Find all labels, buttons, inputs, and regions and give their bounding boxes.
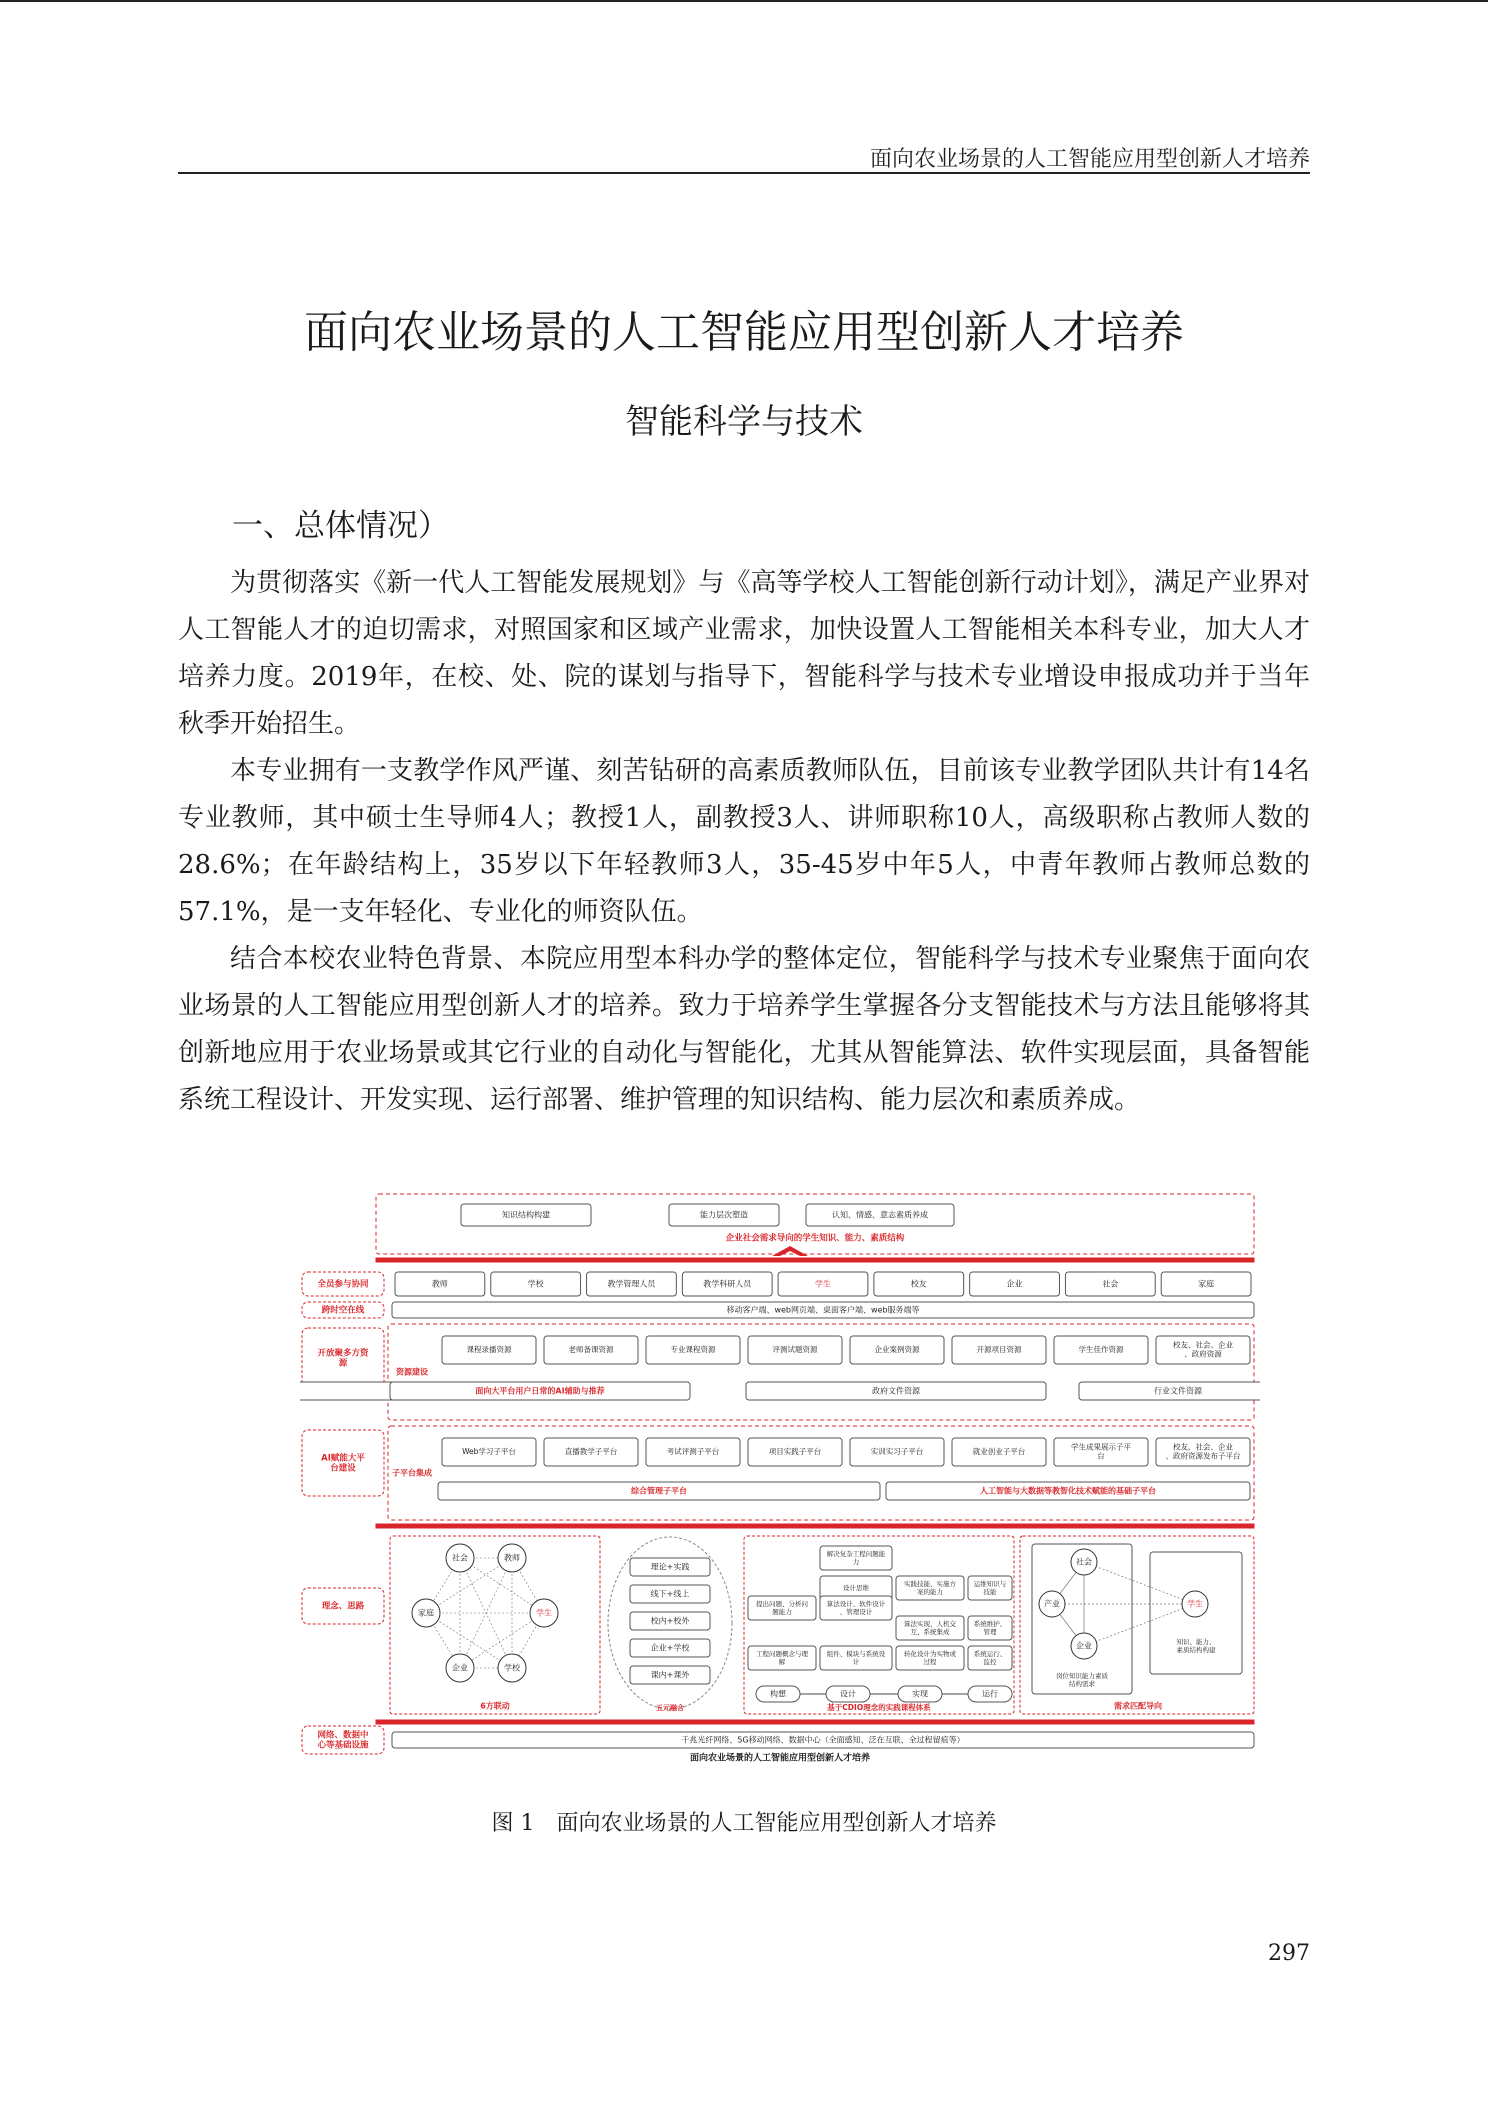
cdio-cell-label: 题能力 — [772, 1607, 792, 1616]
demand-node-label: 产业 — [1044, 1599, 1060, 1609]
participant-label: 企业 — [1006, 1279, 1023, 1289]
cdio-cell-label: 解 — [778, 1657, 786, 1666]
row4-label: 台建设 — [330, 1463, 356, 1474]
cdio-cell-label: 监控 — [983, 1657, 997, 1666]
infra-text: 千兆光纤网络、5G移动网络、数据中心（全面感知、泛在互联、全过程留痕等） — [681, 1735, 965, 1745]
six-party-node-label: 学生 — [536, 1608, 552, 1618]
resource-sublabel: 资源建设 — [396, 1367, 428, 1377]
resource-bottom-label: 面向大平台用户日常的AI辅助与推荐 — [475, 1386, 605, 1396]
platform-label: 台 — [1097, 1451, 1105, 1461]
red-divider — [376, 1720, 1254, 1724]
top-box-label: 知识结构构建 — [502, 1210, 550, 1220]
paragraph-1: 为贯彻落实《新一代人工智能发展规划》与《高等学校人工智能创新行动计划》，满足产业界对人工智能人才的迫切需求，对照国家和区域产业需求，加快设置人工智能相关本科专业，加大人才培养力度。2019年，在校、处、院的谋划与指导下，智能科学与技术专业增设申报成功并于当年秋季开始招生。 — [178, 568, 1310, 739]
cdio-cell-label: 力 — [852, 1557, 860, 1566]
cdio-step-label: 运行 — [982, 1689, 998, 1699]
resource-bottom-label: 政府文件资源 — [872, 1386, 920, 1396]
cdio-cell-label: 、管理设计 — [839, 1607, 873, 1616]
six-party-node-label: 学校 — [504, 1663, 520, 1673]
resource-label: 专业课程资源 — [670, 1345, 716, 1354]
cdio-cell-label: 管理 — [983, 1627, 997, 1636]
section-heading: 一、总体情况） — [232, 508, 449, 544]
paragraph-2: 本专业拥有一支教学作风严谨、刻苦钻研的高素质教师队伍，目前该专业教学团队共计有14名专业教师，其中硕士生导师4人；教授1人，副教授3人、讲师职称10人，高级职称占教师人数的28.6%；在年龄结构上，35岁以下年轻教师3人，35-45岁中年5人，中青年教师占教师总数的57.1%，是一支年轻化、专业化的师资队伍。 — [178, 756, 1310, 927]
cdio-cell-label: 案的能力 — [917, 1587, 943, 1596]
cdio-caption: 基于CDIO理念的实践课程体系 — [827, 1703, 931, 1712]
row4-label: AI赋能大平 — [321, 1453, 365, 1464]
cdio-step-label: 实现 — [912, 1689, 928, 1699]
demand-node-label: 企业 — [1076, 1641, 1092, 1651]
resource-bottom-label: 行业文件资源 — [1154, 1386, 1202, 1396]
cdio-cell-label: 工程问题概念与理 — [756, 1650, 808, 1659]
five-fusion-caption: 五元融合 — [656, 1704, 684, 1712]
five-fusion-label: 线下+线上 — [650, 1589, 690, 1599]
framework-figure — [300, 1186, 1260, 1764]
cdio-step-label: 构想 — [770, 1689, 786, 1699]
row3-label: 开放聚多方资 — [317, 1348, 369, 1359]
row1-label: 全员参与协同 — [317, 1279, 369, 1290]
participant-label: 校友 — [910, 1279, 927, 1289]
top-banner-text: 企业社会需求导向的学生知识、能力、素质结构 — [725, 1233, 905, 1244]
page-number: 297 — [1268, 1941, 1310, 1966]
five-fusion-label: 校内+校外 — [650, 1616, 690, 1626]
figure-bottom-title: 面向农业场景的人工智能应用型创新人才培养 — [689, 1753, 871, 1764]
page-title: 面向农业场景的人工智能应用型创新人才培养 — [304, 307, 1184, 358]
platform-label: 项目实践子平台 — [768, 1447, 822, 1456]
cdio-cell-label: 解决复杂工程问题能 — [826, 1550, 886, 1559]
platform-label: 校友、社会、企业 — [1173, 1442, 1233, 1452]
five-fusion-label: 企业+学校 — [650, 1643, 690, 1653]
header-rule — [178, 172, 1310, 174]
resource-label: 、政府资源 — [1184, 1349, 1222, 1359]
cdio-step-label: 设计 — [840, 1689, 856, 1699]
platform-label: 直播教学子平台 — [564, 1447, 618, 1456]
page-subtitle: 智能科学与技术 — [625, 402, 863, 442]
resource-label: 评测试题资源 — [772, 1345, 818, 1354]
resource-label: 企业案例资源 — [874, 1345, 920, 1354]
platform-label: 实训实习子平台 — [870, 1447, 924, 1456]
platform-label: 、政府资源发布子平台 — [1165, 1451, 1241, 1461]
row2-label: 跨时空在线 — [321, 1305, 365, 1316]
resource-label: 课程录播资源 — [466, 1345, 512, 1354]
top-box-label: 认知、情感、意志素质养成 — [832, 1210, 928, 1220]
cdio-cell-label: 算法设计、软件设计 — [826, 1600, 886, 1609]
six-party-node-label: 教师 — [504, 1553, 520, 1563]
demand-left-label: 岗位知识能力素质 — [1056, 1672, 1108, 1681]
resource-label: 老师备课资源 — [568, 1345, 614, 1354]
cdio-cell-label: 算法实现、人机交 — [904, 1620, 956, 1629]
platform-bottom-label: 人工智能与大数据等教智化技术赋能的基础子平台 — [980, 1486, 1156, 1496]
platform-bottom-label: 综合管理子平台 — [631, 1486, 687, 1496]
cdio-cell-label: 实践技能、实施方 — [904, 1580, 956, 1589]
cdio-cell-label: 系统维护、 — [973, 1620, 1007, 1629]
platform-label: 就业创业子平台 — [972, 1447, 1026, 1456]
platform-label: 考试评测子平台 — [666, 1447, 720, 1456]
running-header: 面向农业场景的人工智能应用型创新人才培养 — [869, 147, 1310, 172]
five-fusion-label: 课内+课外 — [650, 1670, 690, 1680]
figure-caption: 图 1 面向农业场景的人工智能应用型创新人才培养 — [491, 1811, 997, 1836]
row3-label: 源 — [338, 1358, 348, 1369]
row5-label: 理念、思路 — [321, 1601, 365, 1612]
platform-sublabel: 子平台集成 — [392, 1468, 432, 1478]
cdio-cell-label: 计 — [852, 1657, 860, 1666]
demand-right-label: 知识、能力、 — [1176, 1638, 1216, 1647]
demand-node-label: 学生 — [1187, 1599, 1203, 1609]
resource-label: 开源项目资源 — [976, 1345, 1022, 1354]
six-party-caption: 6方联动 — [480, 1701, 510, 1711]
participant-label: 教师 — [431, 1279, 448, 1289]
six-party-node-label: 社会 — [452, 1553, 468, 1563]
top-box-label: 能力层次塑造 — [700, 1210, 748, 1220]
cdio-cell-label: 互、系统集成 — [910, 1627, 950, 1636]
cdio-cell-label: 系统运行、 — [973, 1650, 1007, 1659]
top-border — [0, 0, 1488, 2]
cdio-cell-label: 过程 — [923, 1657, 937, 1666]
cdio-cell-label: 提出问题、分析问 — [756, 1600, 808, 1609]
participant-label: 学校 — [527, 1279, 544, 1289]
cdio-cell-label: 运维知识与 — [973, 1580, 1007, 1589]
cdio-cell-label: 技能 — [983, 1587, 997, 1596]
row6-label: 心等基础设施 — [317, 1740, 369, 1751]
five-fusion-label: 理论+实践 — [650, 1562, 690, 1572]
platform-label: Web学习子平台 — [462, 1447, 516, 1456]
six-party-node-label: 家庭 — [418, 1608, 434, 1618]
cdio-cell-label: 设计思维 — [843, 1584, 869, 1592]
cdio-cell-label: 转化设计为实物或 — [904, 1650, 956, 1659]
resource-label: 学生佳作资源 — [1078, 1345, 1124, 1354]
demand-node-label: 社会 — [1076, 1557, 1092, 1567]
cdio-cell-label: 组件、模块与系统设 — [826, 1650, 886, 1659]
paragraph-3: 结合本校农业特色背景、本院应用型本科办学的整体定位，智能科学与技术专业聚焦于面向农业场景的人工智能应用型创新人才的培养。致力于培养学生掌握各分支智能技术与方法且能够将其创新地应用于农业场景或其它行业的自动化与智能化，尤其从智能算法、软件实现层面，具备智能系统工程设计、开发实现、运行部署、维护管理的知识结构、能力层次和素质养成。 — [178, 944, 1310, 1115]
participant-label: 教学科研人员 — [703, 1279, 752, 1289]
resource-label: 校友、社会、企业 — [1173, 1340, 1233, 1350]
body-text — [178, 560, 1310, 1124]
demand-caption: 需求匹配导向 — [1114, 1701, 1162, 1711]
six-party-node-label: 企业 — [452, 1663, 468, 1673]
red-divider — [376, 1258, 1254, 1262]
red-divider — [376, 1524, 1254, 1528]
demand-right-label: 素质结构构建 — [1176, 1645, 1216, 1654]
platform-label: 学生成果展示子平 — [1071, 1442, 1131, 1452]
access-text: 移动客户端、web网页端、桌面客户端、web服务端等 — [726, 1305, 920, 1315]
demand-left-label: 结构需求 — [1069, 1679, 1095, 1688]
row6-label: 网络、数据中 — [317, 1730, 369, 1741]
participant-label: 家庭 — [1198, 1279, 1215, 1289]
participant-label: 教学管理人员 — [607, 1279, 656, 1289]
participant-label: 学生 — [815, 1279, 831, 1289]
participant-label: 社会 — [1102, 1279, 1119, 1289]
